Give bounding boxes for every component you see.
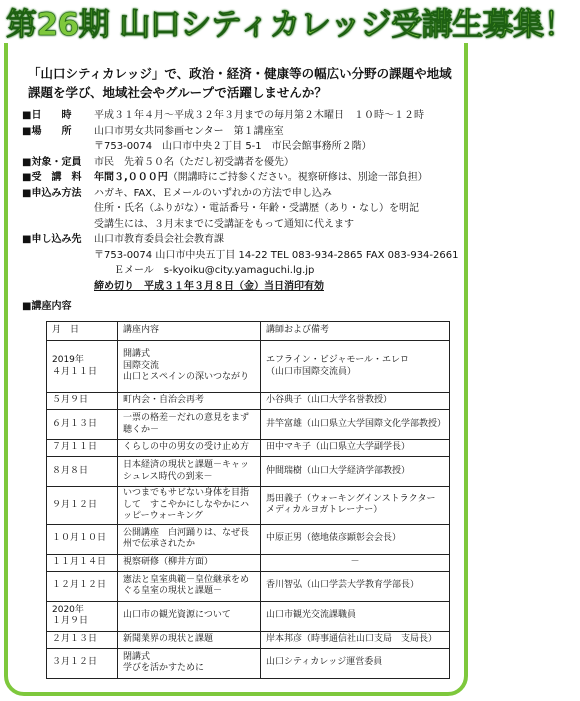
table-row (47, 648, 450, 678)
schedule-lecturer-cell: 中原正男（徳地俵彦顕彰会会長） (261, 524, 450, 554)
header-content: 講座内容 (118, 322, 261, 341)
info-fee-amount: 年間３,０００円 (94, 172, 168, 183)
schedule-lecturer-cell: 馬田義子（ウォーキングインストラクター メディカルヨガトレーナー） (261, 487, 450, 525)
info-place (22, 124, 472, 155)
schedule-lecturer-cell: 岸本邦彦（時事通信社山口支局 支局長） (261, 631, 450, 648)
schedule-lecturer-cell: 井竿富雄（山口県立大学国際文化学部教授） (261, 410, 450, 440)
schedule-date-cell: ９月１２日 (47, 487, 118, 525)
table-row (47, 440, 450, 457)
schedule-content-cell: 開講式 国際交流 山口とスペインの深いつながり (118, 341, 261, 393)
intro-text (28, 64, 458, 102)
info-apply-method-label: ■申込み方法 (22, 187, 82, 199)
schedule-content-cell: 町内会・自治会再考 (118, 393, 261, 410)
table-row (47, 571, 450, 601)
schedule-content-cell: 一票の格差－だれの意見をまず聴くか－ (118, 410, 261, 440)
table-row (47, 601, 450, 631)
header-lecturer: 講師および備考 (261, 322, 450, 341)
schedule-lecturer-cell: 小谷典子（山口大学名誉教授） (261, 393, 450, 410)
schedule-date-cell: ８月８日 (47, 457, 118, 487)
header-date: 月 日 (47, 322, 118, 341)
info-apply-method-line-2: 住所・氏名（ふりがな）・電話番号・年齢・受講歴（あり・なし）を明記 (94, 203, 419, 214)
schedule-content-cell: 新聞業界の現状と課題 (118, 631, 261, 648)
schedule-lecturer-cell: 仲間瑞樹（山口大学経済学部教授） (261, 457, 450, 487)
schedule-content-cell: いつまでもサビない身体を目指して すこやかにしなやかにハッピーウォーキング (118, 487, 261, 525)
title-text: 第26期 山口シティカレッジ受講生募集！ (0, 7, 580, 43)
info-fee (22, 170, 472, 186)
table-row (47, 410, 450, 440)
schedule-content-cell: 閉講式 学びを活かすために (118, 648, 261, 678)
schedule-lecturer-cell: － (261, 554, 450, 571)
table-row (47, 457, 450, 487)
info-target (22, 155, 472, 171)
schedule-lecturer-cell: 山口市観光交流課職員 (261, 601, 450, 631)
info-date-value: 平成３１年４月～平成３２年３月までの毎月第２木曜日 １０時～１２時 (94, 110, 424, 121)
info-place-line-1: 山口市男女共同参画センター 第１講座室 (94, 125, 284, 137)
info-fee-note: （開講時にご持参ください。視察研修は、別途一部負担） (167, 172, 428, 183)
schedule-header-row (47, 322, 450, 341)
info-apply-to-line-1: 山口市教育委員会社会教育課 (94, 234, 224, 245)
schedule-lecturer-cell: 香川智弘（山口学芸大学教育学部長） (261, 571, 450, 601)
info-place-label: ■場 所 (22, 125, 72, 137)
intro-line-2: 課題を学び、地域社会やグループで活躍しませんか？ (28, 85, 327, 100)
info-target-label: ■対象・定員 (22, 156, 82, 168)
info-target-value: 市民 先着５０名（ただし初受講者を優先） (94, 156, 294, 168)
info-place-line-2: 〒753-0074 山口市中央２丁目 5-1 市民会館事務所２階） (94, 141, 372, 152)
schedule-content-cell: 公開講座 白河踊りは、なぜ長州で伝承されたか (118, 524, 261, 554)
info-apply-deadline: 締め切り 平成３１年３月８日（金）当日消印有効 (94, 280, 324, 292)
info-date-label: ■日 時 (22, 110, 72, 121)
info-section (22, 108, 472, 294)
schedule-content-cell: 憲法と皇室典範－皇位継承をめぐる皇室の現状と課題－ (118, 571, 261, 601)
schedule-content-cell: 視察研修（柳井方面） (118, 554, 261, 571)
info-date (22, 108, 472, 124)
info-apply-to-label: ■申し込み先 (22, 234, 82, 245)
intro-line-1: 「山口シティカレッジ」で、政治・経済・健康等の幅広い分野の課題や地域 (28, 66, 452, 81)
schedule-table (46, 321, 450, 679)
schedule-content-cell: 山口市の観光資源について (118, 601, 261, 631)
schedule-lecturer-cell: 田中マキ子（山口県立大学副学長） (261, 440, 450, 457)
schedule-date-cell: １０月１０日 (47, 524, 118, 554)
schedule-date-cell: １１月１４日 (47, 554, 118, 571)
table-row (47, 554, 450, 571)
schedule-date-cell: ３月１２日 (47, 648, 118, 678)
info-apply-method-line-1: ハガキ、FAX、Ｅメールのいずれかの方法で申し込み (94, 187, 332, 199)
schedule-date-cell: ２月１３日 (47, 631, 118, 648)
table-row (47, 487, 450, 525)
schedule-date-cell: ５月９日 (47, 393, 118, 410)
schedule-lecturer-cell: エフライン・ビジャモール・エレロ （山口市国際交流員） (261, 341, 450, 393)
schedule-date-cell: ７月１１日 (47, 440, 118, 457)
info-apply-method (22, 186, 472, 233)
page-title (0, 0, 575, 50)
info-apply-to-line-2: 〒753-0074 山口市中央五丁目 14-22 TEL 083-934-2865 FAX 083-934-2661 (94, 249, 459, 261)
table-row (47, 341, 450, 393)
schedule-lecturer-cell: 山口シティカレッジ運営委員 (261, 648, 450, 678)
schedule-date-cell: 2020年 １月９日 (47, 601, 118, 631)
table-row (47, 393, 450, 410)
schedule-date-cell: ６月１３日 (47, 410, 118, 440)
schedule-date-cell: １２月１２日 (47, 571, 118, 601)
table-row (47, 631, 450, 648)
info-fee-label: ■受 講 料 (22, 172, 82, 183)
info-apply-to-email: Ｅメール s-kyoiku@city.yamaguchi.lg.jp (114, 265, 315, 276)
schedule-content-cell: 日本経済の現状と課題－キャッシュレス時代の到来－ (118, 457, 261, 487)
table-row (47, 524, 450, 554)
schedule-section-title: ■講座内容 (22, 301, 72, 312)
schedule-date-cell: 2019年 ４月１１日 (47, 341, 118, 393)
info-apply-to (22, 232, 472, 294)
schedule-content-cell: くらしの中の男女の受け止め方 (118, 440, 261, 457)
info-apply-method-line-3: 受講生には、３月末までに受講証をもって通知に代えます (94, 218, 354, 230)
